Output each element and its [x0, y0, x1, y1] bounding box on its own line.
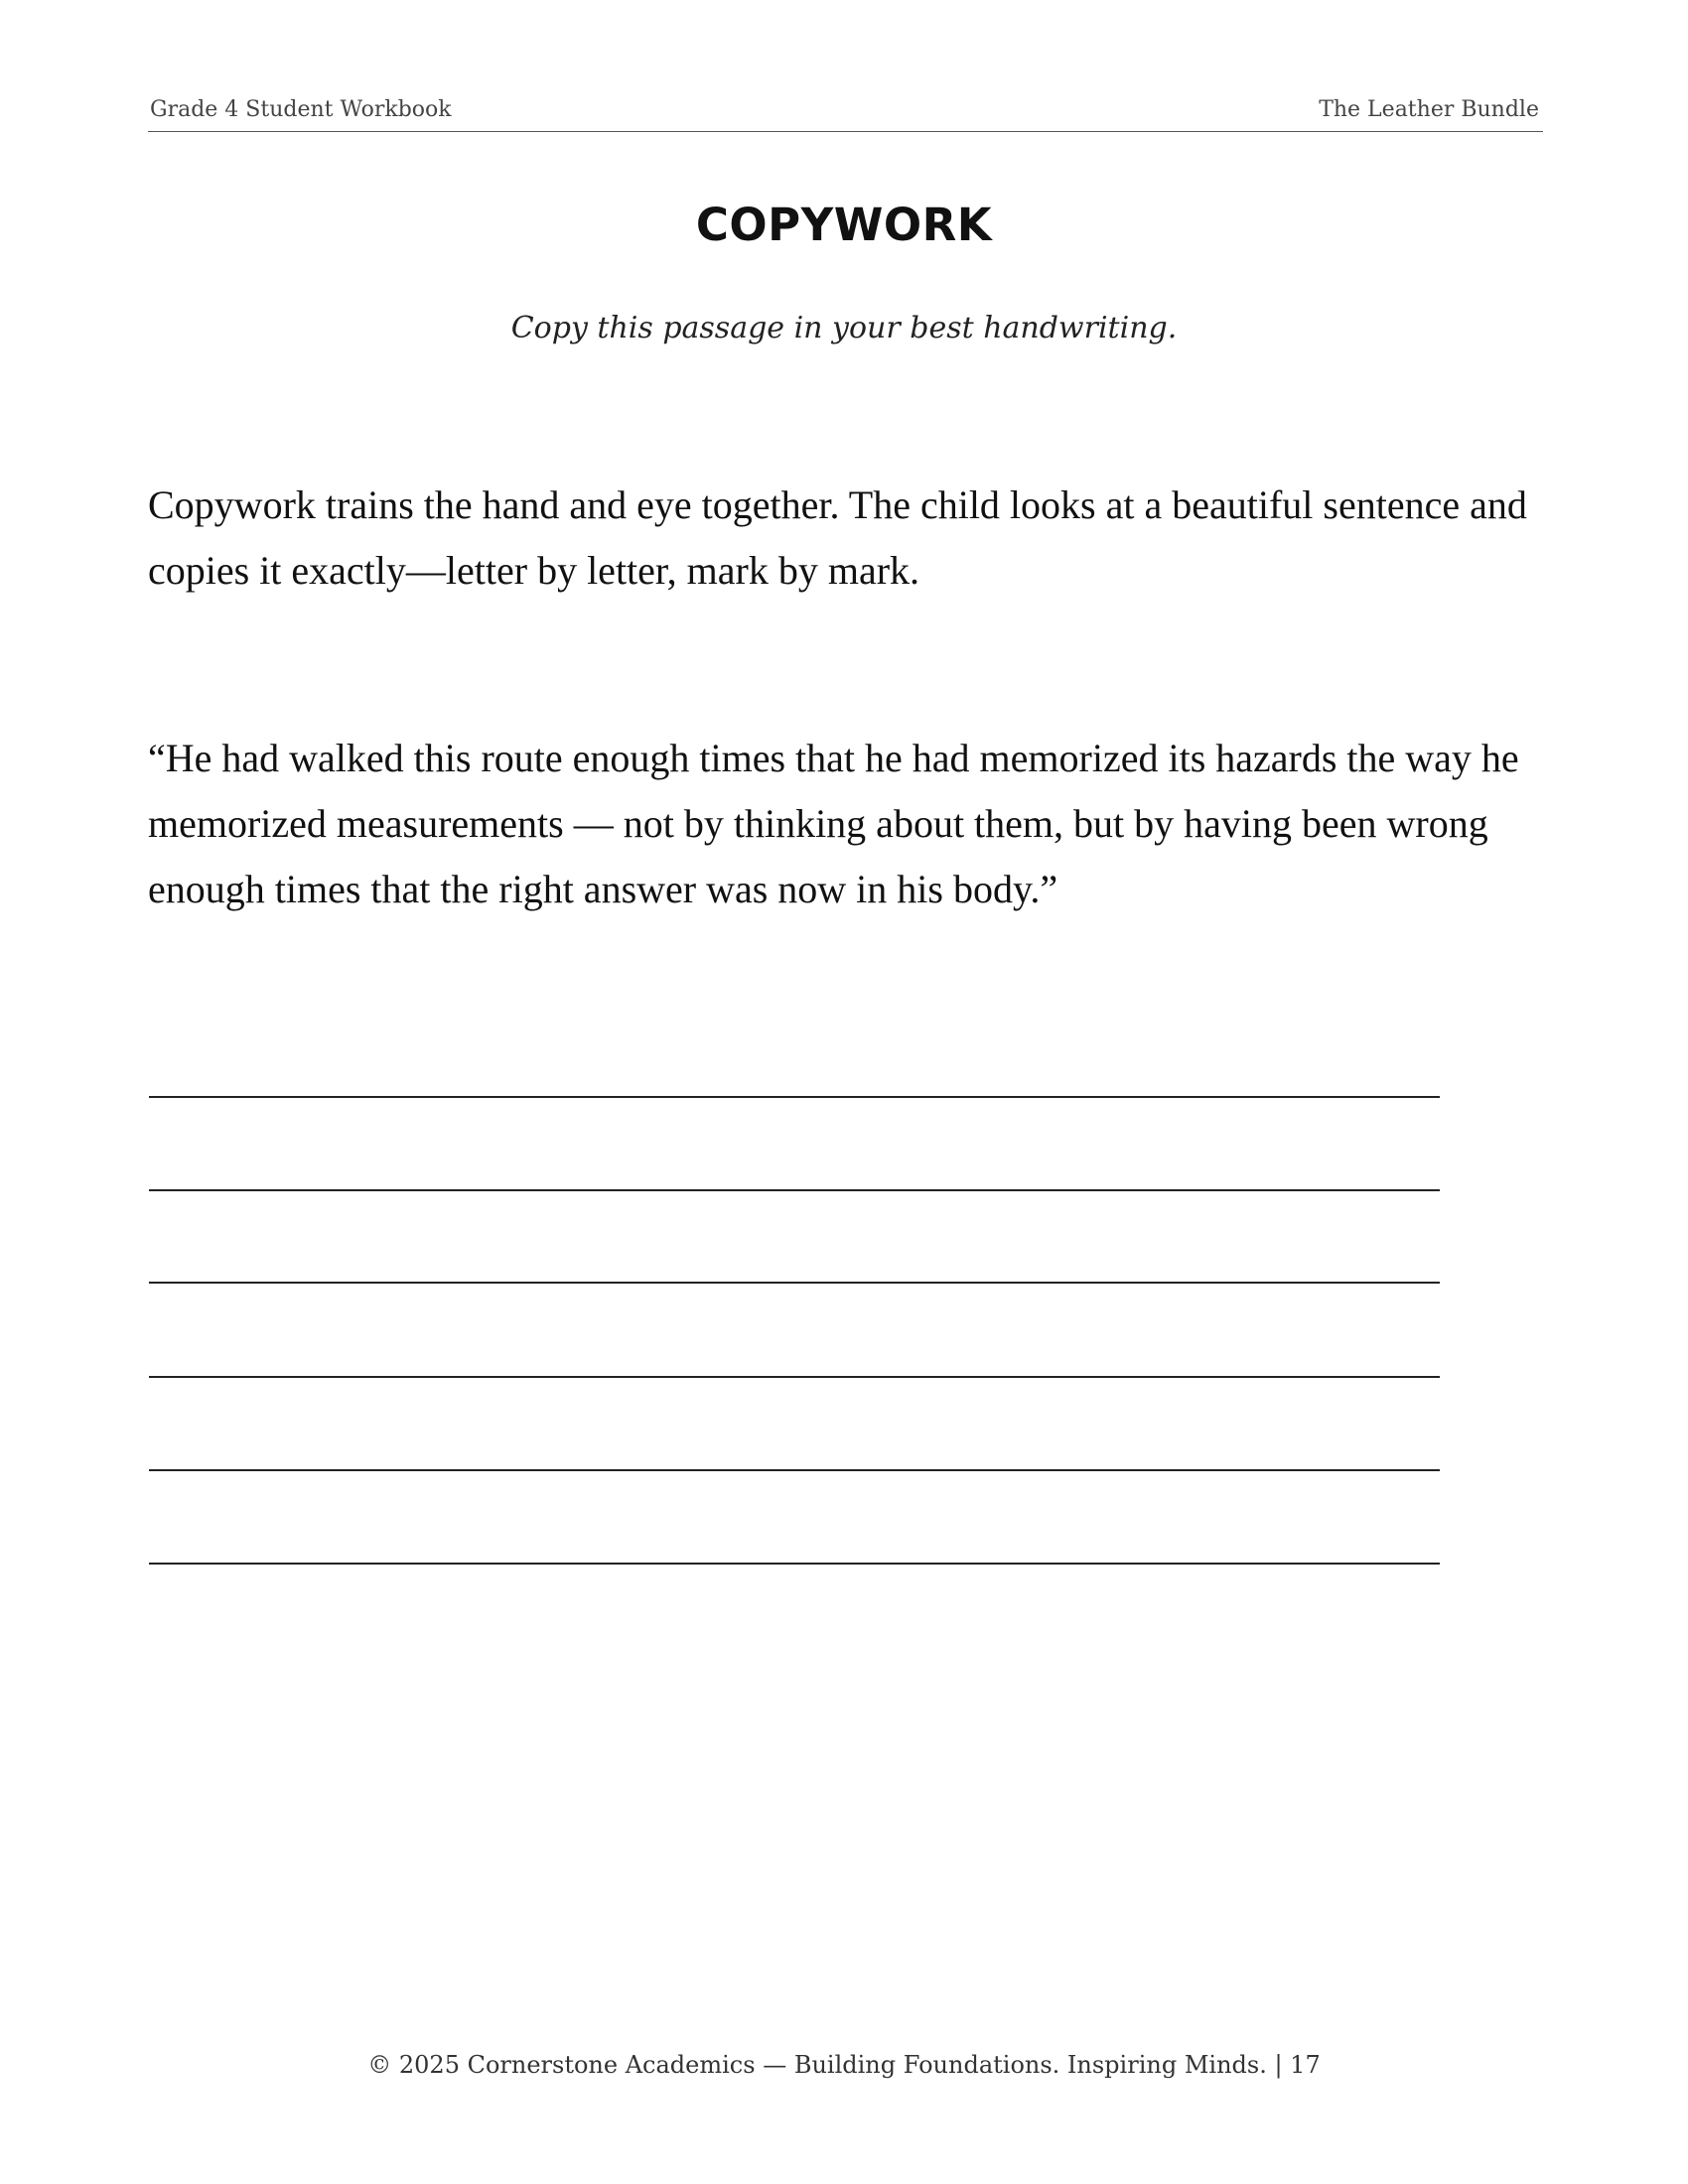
writing-line[interactable] [149, 1563, 1440, 1565]
writing-line[interactable] [149, 1096, 1440, 1098]
page-title: COPYWORK [695, 199, 993, 251]
copy-passage: “He had walked this route enough times that he had memorized its hazards the way he memorized measurements — not by thinking about them, but by having been wrong enough times that the right answer was now in his body.” [148, 736, 1519, 911]
header-workbook-title: Grade 4 Student Workbook [150, 97, 452, 122]
writing-line[interactable] [149, 1376, 1440, 1378]
instruction-text: Copy this passage in your best handwriting. [510, 311, 1178, 345]
writing-line[interactable] [149, 1189, 1440, 1191]
page-header [148, 95, 1543, 132]
page-footer: © 2025 Cornerstone Academics — Building Foundations. Inspiring Minds. | 17 [367, 2051, 1321, 2079]
writing-line[interactable] [149, 1469, 1440, 1471]
intro-paragraph: Copywork trains the hand and eye together. The child looks at a beautiful sentence and copies it exactly—letter by letter, mark by mark. [148, 482, 1527, 593]
writing-line[interactable] [149, 1282, 1440, 1284]
header-book-title: The Leather Bundle [1319, 97, 1539, 122]
